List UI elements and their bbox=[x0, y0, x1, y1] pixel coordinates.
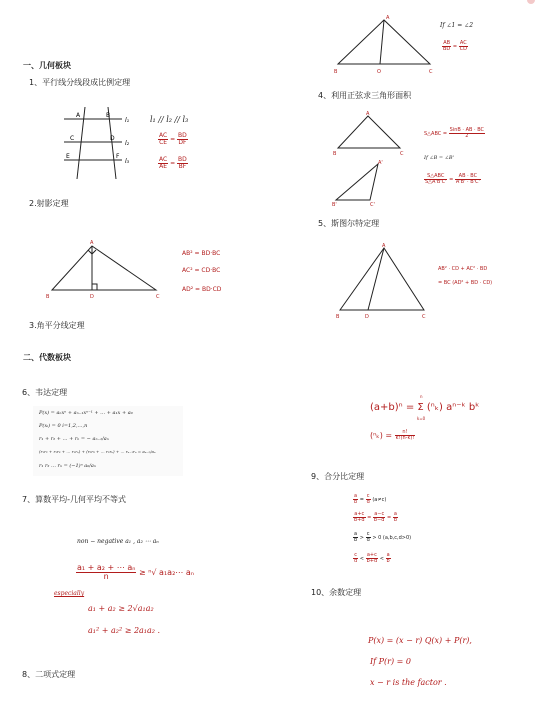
projection-eq-2: AC² = CD·BC bbox=[182, 267, 221, 274]
binomial-sum-bottom: k=0 bbox=[417, 416, 426, 421]
label-C-prime: C' bbox=[370, 202, 375, 208]
stewart-line-2: = BC (AD² + BD · CD) bbox=[438, 280, 493, 286]
label-A: A bbox=[366, 111, 370, 117]
amgm-inequality: $\frac{\text{a₁ + a₂ + ⋯ aₙ}}{n}$ ≥ ⁿ√ a₁a₂⋯ aₙ bbox=[77, 563, 194, 581]
especially-label: especially bbox=[54, 590, 85, 597]
stewart-line-1: AB² · CD + AC² · BD bbox=[438, 266, 488, 272]
label-l3: l₃ bbox=[125, 158, 130, 165]
remainder-line-3: x − r is the factor . bbox=[370, 678, 447, 687]
label-l1: l₁ bbox=[125, 117, 130, 124]
heading-vieta: 6、韦达定理 bbox=[22, 388, 68, 397]
label-A: A bbox=[76, 112, 81, 119]
label-C: C bbox=[429, 69, 433, 75]
label-D: D bbox=[110, 135, 115, 142]
amgm-condition: non − negative a₁ , a₂ ⋯ aₙ bbox=[77, 538, 159, 545]
heading-bisector: 3.角平分线定理 bbox=[29, 321, 85, 330]
label-B: B bbox=[334, 69, 338, 75]
componendo-line-4: $\frac{c}{d}$ < $\frac{a+c}{b+d}$ < $\frac{a}{b}$ bbox=[354, 552, 390, 564]
parallel-ratio-1: $\frac{AC}{CE}$ = $\frac{BD}{DF}$ bbox=[159, 132, 187, 146]
bisector-condition: If ∠1 = ∠2 bbox=[440, 22, 474, 29]
label-l2: l₂ bbox=[125, 140, 130, 147]
label-D: D bbox=[90, 294, 94, 300]
label-A: A bbox=[90, 240, 94, 246]
vieta-line-3: r₁ + r₂ + … + rₙ = − aₙ₋₁/aₙ bbox=[39, 436, 109, 442]
heading-binomial: 8、二项式定理 bbox=[22, 670, 76, 679]
label-B-prime: B' bbox=[332, 202, 337, 208]
heading-remainder: 10、余数定理 bbox=[311, 588, 362, 597]
corner-dot bbox=[527, 0, 535, 4]
projection-eq-3: AD² = BD·CD bbox=[182, 286, 222, 293]
vieta-line-4: (r₁r₂ + r₁r₃ + … r₁rₙ) + (r₂r₃ + … r₂rₙ) + … rₙ₋₁rₙ = aₙ₋₂/aₙ bbox=[39, 449, 156, 454]
label-C: C bbox=[70, 135, 75, 142]
parallel-lines-figure bbox=[60, 105, 140, 183]
bisector-ratio: $\frac{AB}{BD}$ = $\frac{AC}{CD}$ bbox=[443, 40, 467, 52]
label-C: C bbox=[156, 294, 160, 300]
componendo-line-1: $\frac{a}{b}$ = $\frac{c}{d}$ (a≠c) bbox=[354, 493, 387, 505]
heading-parallel: 1、平行线分线段成比例定理 bbox=[29, 78, 131, 87]
bisector-figure bbox=[330, 12, 438, 76]
heading-componendo: 9、合分比定理 bbox=[311, 472, 365, 481]
heading-amgm: 7、算数平均-几何平均不等式 bbox=[22, 495, 126, 504]
vieta-line-5: r₁ r₂ … rₙ = (−1)ⁿ a₀/aₙ bbox=[39, 463, 96, 469]
vieta-line-2: P(xᵢ) = 0 i=1,2,…,n bbox=[39, 423, 88, 429]
parallel-note: l₁ // l₂ // l₃ bbox=[150, 115, 189, 124]
label-B: B bbox=[46, 294, 50, 300]
vieta-note-block bbox=[33, 406, 183, 476]
label-O: O bbox=[377, 69, 381, 75]
label-A: A bbox=[382, 243, 386, 249]
section-algebra: 二、代数板块 bbox=[23, 353, 71, 362]
sine-area-condition: If ∠B = ∠B' bbox=[424, 155, 454, 161]
stewart-figure bbox=[334, 240, 430, 320]
binomial-formula: (a+b)ⁿ = Σ (ⁿₖ) aⁿ⁻ᵏ bᵏ bbox=[370, 402, 480, 413]
label-B: B bbox=[336, 314, 340, 320]
label-C: C bbox=[400, 151, 404, 157]
remainder-line-2: If P(r) = 0 bbox=[370, 657, 411, 666]
remainder-line-1: P(x) = (x − r) Q(x) + P(r), bbox=[368, 636, 472, 645]
amgm-two-terms: a₁ + a₂ ≥ 2√a₁a₂ bbox=[88, 604, 154, 613]
componendo-line-2: $\frac{a+c}{b+d}$ = $\frac{a-c}{b-d}$ = $\frac{a}{b}$ bbox=[354, 511, 398, 523]
heading-sine-area: 4、利用正弦求三角形面积 bbox=[318, 91, 412, 100]
projection-figure bbox=[44, 236, 169, 302]
sine-area-formula: S△ABC = $\frac{\text{SinB · AB · BC}}{2}$ bbox=[424, 127, 485, 139]
label-C: C bbox=[422, 314, 426, 320]
combination-formula: (ⁿₖ) = $\frac{n!}{k!(n-k)!}$ bbox=[370, 429, 415, 441]
label-F: F bbox=[116, 153, 120, 160]
heading-projection: 2.射影定理 bbox=[29, 199, 69, 208]
label-B: B bbox=[106, 112, 111, 119]
amgm-squares: a₁² + a₂² ≥ 2a₁a₂ . bbox=[88, 626, 161, 635]
componendo-line-3: $\frac{a}{b}$ > $\frac{c}{d}$ > 0 (a,b,c,d>0) bbox=[354, 531, 412, 543]
label-B: B bbox=[333, 151, 337, 157]
projection-eq-1: AB² = BD·BC bbox=[182, 250, 221, 257]
label-A-prime: A' bbox=[378, 160, 383, 166]
vieta-line-1: P(x) = aₙxⁿ + aₙ₋₁xⁿ⁻¹ + … + a₁x + a₀ bbox=[39, 410, 133, 416]
binomial-sum-top: n bbox=[420, 394, 423, 399]
section-geometry: 一、几何板块 bbox=[23, 61, 71, 70]
label-D: D bbox=[365, 314, 369, 320]
label-A: A bbox=[386, 15, 390, 21]
sine-area-ratio: $\frac{\text{S△ABC}}{S\triangle A'B'C'}$ = $\frac{AB \cdot BC}{A'B' \cdot B'C'}$ bbox=[425, 173, 480, 185]
parallel-ratio-2: $\frac{AC}{AE}$ = $\frac{BD}{BF}$ bbox=[159, 156, 187, 170]
heading-stewart: 5、斯图尔特定理 bbox=[318, 219, 380, 228]
sine-area-figure bbox=[330, 108, 410, 208]
label-E: E bbox=[66, 153, 70, 160]
